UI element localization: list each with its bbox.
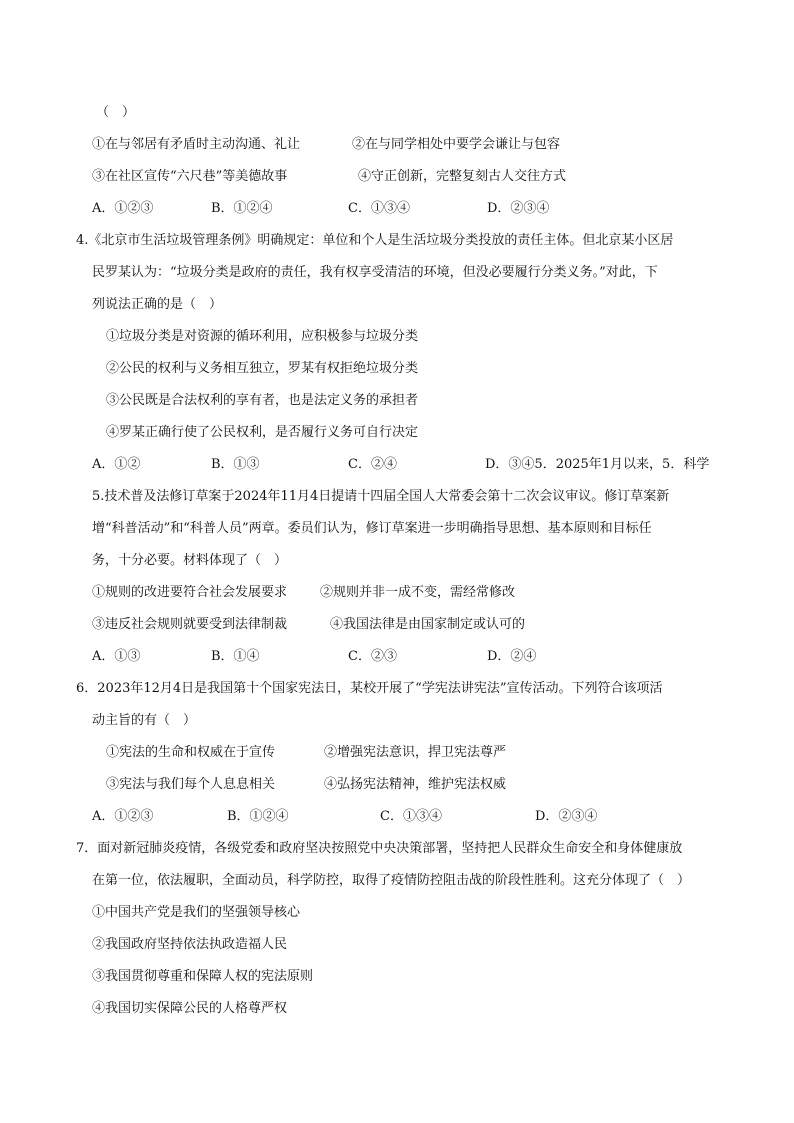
q6-answer-c: C．①③④: [380, 809, 442, 824]
q6-stem-line-1: 6．2023年12月4日是我国第十个国家宪法日，某校开展了“学宪法讲宪法”宣传活动。下列符合该项活: [76, 681, 663, 696]
q7-stem-line-1: 7．面对新冠肺炎疫情，各级党委和政府坚决按照党中央决策部署，坚持把人民群众生命安全和身体健康放: [76, 841, 683, 856]
q3-option-4: ④守正创新，完整复刻古人交往方式: [358, 169, 567, 184]
q6-option-4: ④弘扬宪法精神，维护宪法权威: [324, 777, 507, 792]
q6-stem-line-2: 动主旨的有（ ）: [92, 713, 197, 728]
q7-option-1: ①中国共产党是我们的坚强领导核心: [92, 905, 301, 920]
q5-answer-c: C．②③: [348, 649, 397, 664]
q4-answer-a: A．①②: [92, 457, 141, 472]
q4-option-1: ①垃圾分类是对资源的循环利用，应积极参与垃圾分类: [106, 329, 419, 344]
q5-answer-d: D．②④: [487, 649, 537, 664]
q7-stem-line-2: 在第一位，依法履职，全面动员，科学防控，取得了疫情防控阻击战的阶段性胜利。这充分体现了（ ）: [92, 873, 691, 888]
q7-option-3: ③我国贯彻尊重和保障人权的宪法原则: [92, 969, 314, 984]
q4-stem-line-2: 民罗某认为：“垃圾分类是政府的责任，我有权享受清洁的环境，但没必要履行分类义务。”对此，下: [92, 265, 658, 280]
q3-option-2: ②在与同学相处中要学会谦让与包容: [352, 137, 561, 152]
q3-option-3: ③在社区宣传“六尺巷”等美德故事: [92, 169, 288, 184]
q3-answer-c: C．①③④: [348, 201, 410, 216]
q6-answer-b: B．①②④: [227, 809, 289, 824]
q4-stem-line-1: 4.《北京市生活垃圾管理条例》明确规定：单位和个人是生活垃圾分类投放的责任主体。但北京某小区居: [76, 233, 674, 248]
q4-option-4: ④罗某正确行使了公民权利，是否履行义务可自行决定: [106, 425, 419, 440]
q7-option-4: ④我国切实保障公民的人格尊严权: [92, 1001, 288, 1016]
q5-stem-line-2: 增“科普活动”和“科普人员”两章。委员们认为，修订草案进一步明确指导思想、基本原则和目标任: [92, 521, 652, 536]
q5-answer-a: A．①③: [92, 649, 141, 664]
q5-stem-line-1: 5.技术普及法修订草案于2024年11月4日提请十四届全国人大常委会第十二次会议审议。修订草案新: [92, 489, 670, 504]
q5-option-3: ③违反社会规则就要受到法律制裁: [92, 617, 288, 632]
q7-option-2: ②我国政府坚持依法执政造福人民: [92, 937, 288, 952]
q5-answer-b: B．①④: [211, 649, 260, 664]
q6-answer-d: D．②③④: [535, 809, 598, 824]
q3-answer-b: B．①②④: [211, 201, 273, 216]
q4-answer-b: B．①③: [211, 457, 260, 472]
q4-stem-line-3: 列说法正确的是（ ）: [92, 297, 223, 312]
q4-option-3: ③公民既是合法权利的享有者，也是法定义务的承担者: [106, 393, 419, 408]
q6-option-1: ①宪法的生命和权威在于宣传: [106, 745, 276, 760]
q6-option-3: ③宪法与我们每个人息息相关: [106, 777, 276, 792]
q3-paren: （ ）: [96, 105, 136, 120]
q5-option-2: ②规则并非一成不变，需经常修改: [320, 585, 516, 600]
q4-answer-d: D．③④5．2025年1月以来，5．科学: [485, 457, 710, 472]
q5-option-4: ④我国法律是由国家制定或认可的: [330, 617, 526, 632]
q5-stem-line-3: 务，十分必要。材料体现了（ ）: [92, 553, 288, 568]
q6-answer-a: A．①②③: [92, 809, 154, 824]
q3-answer-d: D．②③④: [487, 201, 550, 216]
q3-option-1: ①在与邻居有矛盾时主动沟通、礼让: [92, 137, 301, 152]
q3-answer-a: A．①②③: [92, 201, 154, 216]
q4-answer-c: C．②④: [348, 457, 397, 472]
q5-option-1: ①规则的改进要符合社会发展要求: [92, 585, 288, 600]
q4-option-2: ②公民的权利与义务相互独立，罗某有权拒绝垃圾分类: [106, 361, 419, 376]
q6-option-2: ②增强宪法意识，捍卫宪法尊严: [324, 745, 507, 760]
